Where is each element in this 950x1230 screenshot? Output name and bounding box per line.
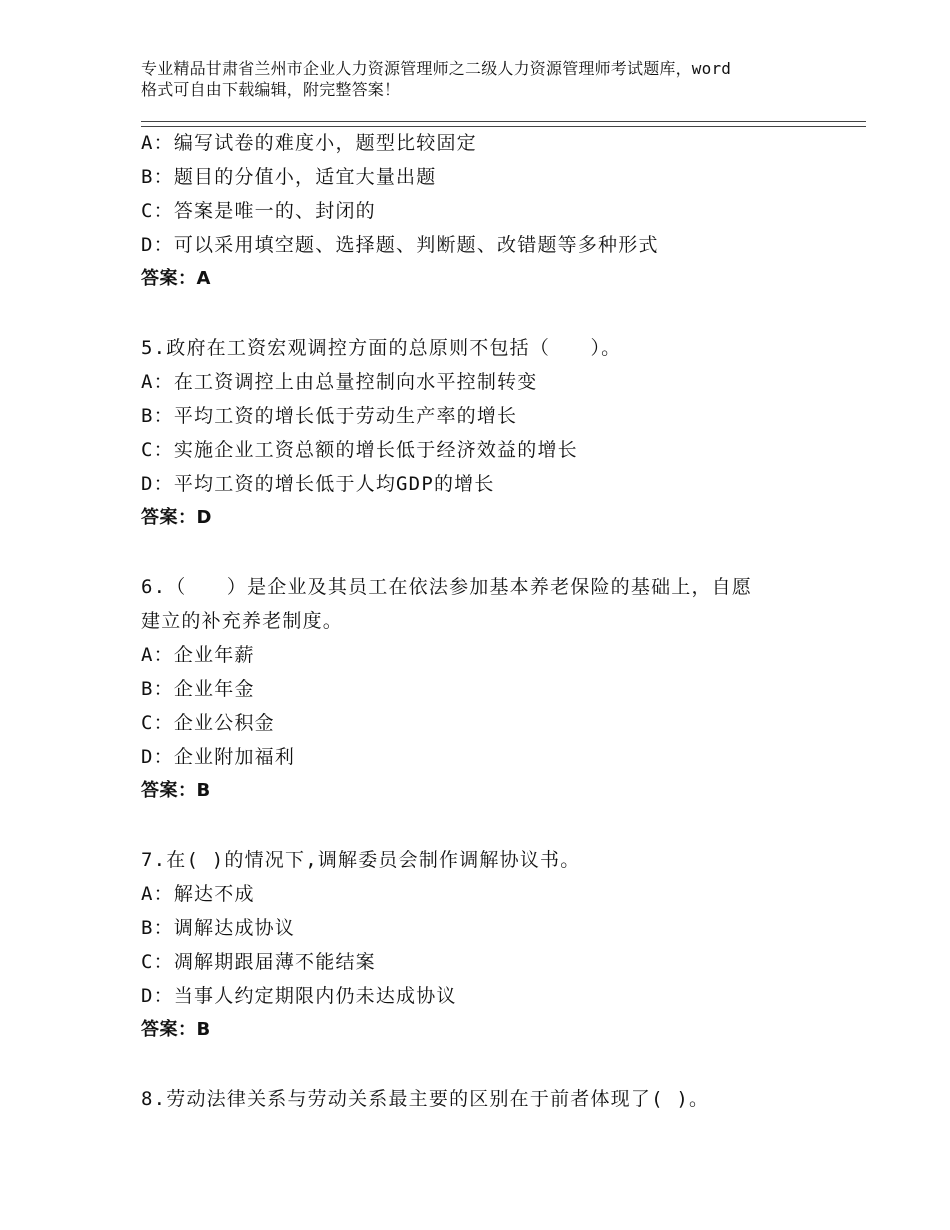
- question-7-option-a: A：解达不成: [141, 883, 255, 905]
- header-title-line-1: 专业精品甘肃省兰州市企业人力资源管理师之二级人力资源管理师考试题库，word: [141, 59, 732, 78]
- question-6-option-d: D：企业附加福利: [141, 746, 296, 768]
- question-4-block: [141, 126, 866, 296]
- question-4-option-d: D：可以采用填空题、选择题、判断题、改错题等多种形式: [141, 234, 659, 256]
- question-6-option-c: C：企业公积金: [141, 712, 275, 734]
- question-4-option-a: A：编写试卷的难度小，题型比较固定: [141, 132, 477, 154]
- question-5-option-c: C：实施企业工资总额的增长低于经济效益的增长: [141, 439, 578, 461]
- question-5-option-b: B：平均工资的增长低于劳动生产率的增长: [141, 405, 518, 427]
- question-6-stem-line-1: 6.（ ）是企业及其员工在依法参加基本养老保险的基础上，自愿: [141, 576, 753, 598]
- question-7-option-b: B：调解达成协议: [141, 917, 296, 939]
- question-7-stem: 7.在( )的情况下,调解委员会制作调解协议书。: [141, 849, 581, 871]
- question-8-stem: 8.劳动法律关系与劳动关系最主要的区别在于前者体现了( )。: [141, 1088, 710, 1110]
- question-8-block: [141, 1082, 866, 1116]
- question-7-answer: 答案：B: [141, 1019, 211, 1040]
- question-6-option-a: A：企业年薪: [141, 644, 255, 666]
- question-6-block: [141, 570, 866, 808]
- question-list: [141, 126, 866, 1116]
- question-6-option-b: B：企业年金: [141, 678, 255, 700]
- question-5-option-a: A：在工资调控上由总量控制向水平控制转变: [141, 371, 538, 393]
- question-7-block: [141, 843, 866, 1047]
- question-6-stem-line-2: 建立的补充养老制度。: [141, 610, 344, 632]
- header-rule-top: [141, 121, 866, 122]
- question-5-answer: 答案：D: [141, 507, 212, 528]
- question-gap: [141, 1047, 866, 1082]
- question-gap: [141, 808, 866, 843]
- header-title-line-2: 格式可自由下载编辑，附完整答案！: [141, 80, 401, 99]
- document-header: [141, 58, 841, 100]
- question-5-block: [141, 331, 866, 535]
- question-4-option-c: C：答案是唯一的、封闭的: [141, 200, 376, 222]
- question-5-stem: 5.政府在工资宏观调控方面的总原则不包括（ ）。: [141, 337, 622, 359]
- question-4-option-b: B：题目的分值小，适宜大量出题: [141, 166, 437, 188]
- question-6-answer: 答案：B: [141, 780, 211, 801]
- question-gap: [141, 296, 866, 331]
- question-4-answer: 答案：A: [141, 268, 211, 289]
- question-7-option-c: C：凋解期跟届薄不能结案: [141, 951, 376, 973]
- question-5-option-d: D：平均工资的增长低于人均GDP的增长: [141, 473, 495, 495]
- question-gap: [141, 535, 866, 570]
- question-7-option-d: D：当事人约定期限内仍未达成协议: [141, 985, 457, 1007]
